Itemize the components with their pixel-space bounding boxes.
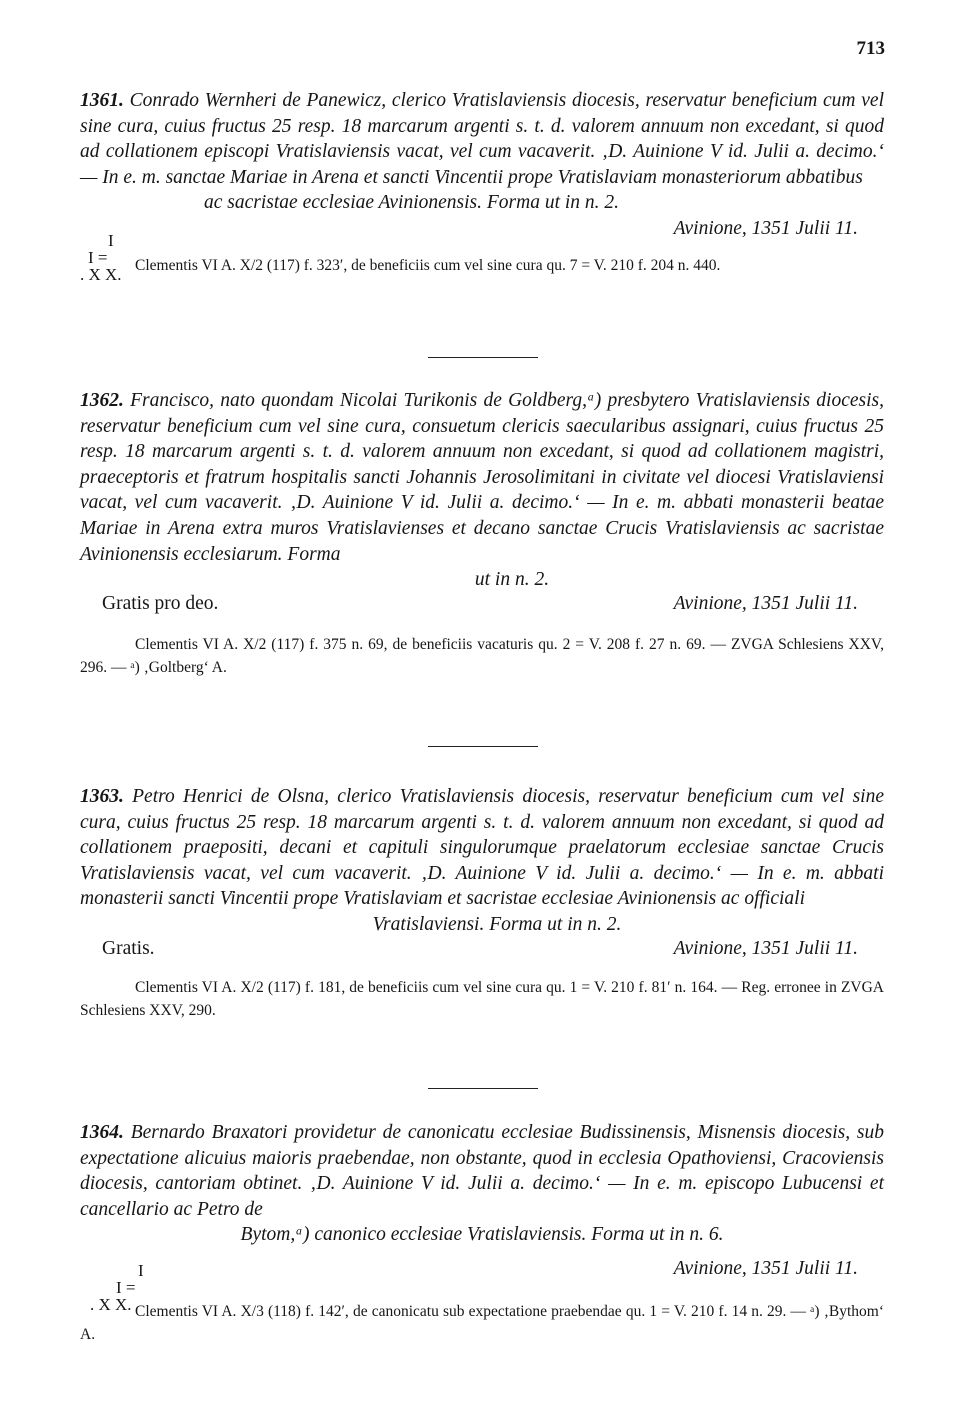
entry-remark: Gratis. <box>102 937 155 959</box>
entry-note: Clementis VI A. X/2 (117) f. 375 n. 69, de beneficiis vacaturis qu. 2 = V. 208 f. 27 n. 69. — ZVGA Schlesiens XXV, 296. — ᵃ) ‚Goltberg‘ A. <box>80 635 884 676</box>
entry-last-line: ac sacristae ecclesiae Avinionensis. Forma ut in n. 2. <box>204 192 620 214</box>
entry-1362 <box>80 388 884 679</box>
entry-date: Avinione, 1351 Julii 11. <box>673 592 858 614</box>
entry-date: Avinione, 1351 Julii 11. <box>673 1257 858 1279</box>
entry-text: Bernardo Braxatori providetur de canonicatu ecclesiae Budissinensis, Misnensis diocesis, sub expectatione alicuius maioris praebendae, non obstante, quod in ecclesia Opathoviensi, Cracoviensis diocesis, cantoriam obtinet. ‚D. Auinione V id. Julii a. decimo.‘ — In e. m. episcopo Lubucensi et cancellario ac Petro de <box>80 1122 884 1220</box>
page-number: 713 <box>856 38 885 59</box>
entry-number: 1363. <box>80 786 124 807</box>
entry-1361 <box>80 88 884 277</box>
entry-date: Avinione, 1351 Julii 11. <box>673 217 858 239</box>
entry-last-line: Bytom,ᵃ) canonico ecclesiae Vratislaviensis. Forma ut in n. 6. <box>240 1224 724 1246</box>
entry-text: Conrado Wernheri de Panewicz, clerico Vratislaviensis diocesis, reservatur beneficium cum vel sine cura, cuius fructus 25 resp. 18 marcarum argenti s. t. d. valorem annuum non excedant, si quod ad collationem episcopi Vratislaviensis vacat, vel cum vacaverit. ‚D. Auinione V id. Julii a. decimo.‘ — In e. m. sanctae Mariae in Arena et sancti Vincentii prope Vratislaviam monasteriorum abbatibus <box>80 90 884 188</box>
divider <box>428 1088 538 1089</box>
divider <box>428 357 538 358</box>
entry-text: Petro Henrici de Olsna, clerico Vratislaviensis diocesis, reservatur beneficium cum vel sine cura, cuius fructus 25 resp. 18 marcarum argenti s. t. d. valorem annuum non excedant, si quod ad collationem praepositi, decani et capituli singulorumque praelatorum ecclesiae sanctae Crucis Vratislaviensis vacat, vel cum vacaverit. ‚D. Auinione V id. Julii a. decimo.‘ — In e. m. abbati monasterii sancti Vincentii prope Vratislaviam et sacristae ecclesiae Avinionensis ac officiali <box>80 786 885 910</box>
entry-1363 <box>80 784 884 1022</box>
entry-remark: Gratis pro deo. <box>102 592 219 614</box>
entry-number: 1362. <box>80 390 124 411</box>
tally-mark: I I = . X X. <box>80 231 122 284</box>
entry-number: 1361. <box>80 90 124 111</box>
divider <box>428 746 538 747</box>
tally-mark: I I = . X X. <box>90 1261 144 1314</box>
entry-last-line: Vratislaviensi. Forma ut in n. 2. <box>372 913 622 935</box>
entry-note: Clementis VI A. X/2 (117) f. 323′, de beneficiis cum vel sine cura qu. 7 = V. 210 f. 204 n. 440. <box>135 256 721 274</box>
entry-text: Francisco, nato quondam Nicolai Turikonis de Goldberg,ᵃ) presbytero Vratislaviensis diocesis, reservatur beneficium cum vel sine cura, consuetum clericis saecularibus assignari, cuius fructus 25 resp. 18 marcarum argenti s. t. d. valorem annuum non excedant, si quod ad collationem magistri, praeceptoris et fratrum hospitalis sancti Johannis Jerosolimitani in civitate vel diocesi Vratislaviensi vacat, vel cum vacaverit. ‚D. Auinione V id. Julii a. decimo.‘ — In e. m. abbati monasterii beatae Mariae in Arena extra muros Vratislavienses et decano sanctae Crucis Vratislaviensis ac sacristae Avinionensis ecclesiarum. Forma <box>80 390 884 565</box>
entry-note: Clementis VI A. X/3 (118) f. 142′, de canonicatu sub expectatione praebendae qu. 1 = V. 210 f. 14 n. 29. — ᵃ) ‚Bythom‘ A. <box>80 1302 884 1343</box>
entry-date: Avinione, 1351 Julii 11. <box>673 937 858 959</box>
entry-1364 <box>80 1120 884 1346</box>
entry-last-line: ut in n. 2. <box>474 569 550 591</box>
entry-number: 1364. <box>80 1122 124 1143</box>
entry-note: Clementis VI A. X/2 (117) f. 181, de beneficiis cum vel sine cura qu. 1 = V. 210 f. 81′ n. 164. — Reg. erronee in ZVGA Schlesiens XXV, 290. <box>80 978 884 1019</box>
